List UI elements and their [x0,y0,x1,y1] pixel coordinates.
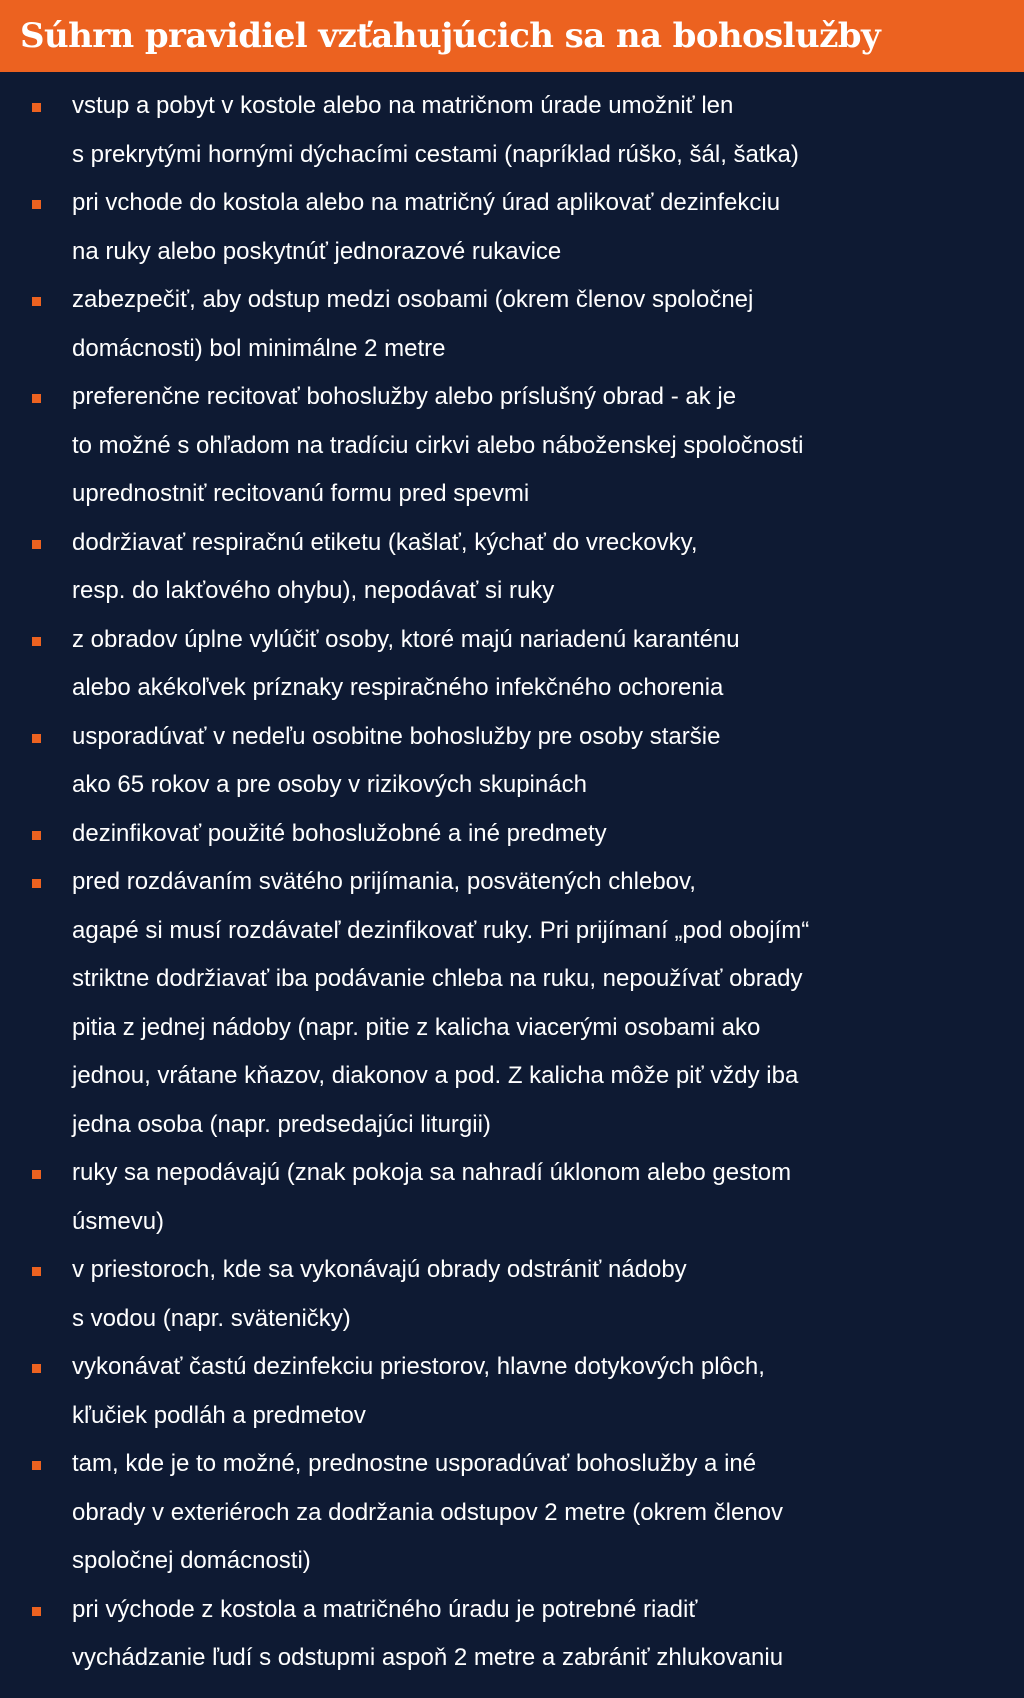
bullet-square-icon [32,297,41,306]
bullet-square-icon [32,200,41,209]
list-item [32,1343,1010,1440]
rule-text: pred rozdávaním svätého prijímania, posvätených chlebov, agapé si musí rozdávateľ dezinfikovať ruky. Pri prijímaní „pod obojím“ striktne dodržiavať iba podávanie chleba na ruku, nepoužívať obrady pitia z jednej nádoby (napr. pitie z kalicha viacerými osobami ako jednou, vrátane kňazov, diakonov a pod. Z kalicha môže piť vždy iba jedna osoba (napr. predsedajúci liturgii) [72,868,810,1138]
list-item [32,1246,1010,1343]
rule-text: vstup a pobyt v kostole alebo na matričnom úrade umožniť len s prekrytými hornými dýchacími cestami (napríklad rúško, šál, šatka) [72,92,799,168]
list-item [32,1149,1010,1246]
rule-text: usporadúvať v nedeľu osobitne bohoslužby pre osoby staršie ako 65 rokov a pre osoby v rizikových skupinách [72,722,721,798]
rule-text: dodržiavať respiračnú etiketu (kašlať, kýchať do vreckovky, resp. do lakťového ohybu), nepodávať si ruky [72,528,698,604]
list-item [32,179,1010,276]
bullet-square-icon [32,1170,41,1179]
list-item [32,810,1010,859]
bullet-square-icon [32,394,41,403]
page-title: Súhrn pravidiel vzťahujúcich sa na bohoslužby [20,16,881,56]
rule-text: v priestoroch, kde sa vykonávajú obrady odstrániť nádoby s vodou (napr. sväteničky) [72,1256,687,1332]
list-item [32,276,1010,373]
bullet-square-icon [32,540,41,549]
list-item [32,82,1010,179]
bullet-square-icon [32,879,41,888]
bullet-square-icon [32,831,41,840]
bullet-square-icon [32,1364,41,1373]
list-item [32,616,1010,713]
bullet-square-icon [32,637,41,646]
rules-list [0,72,1024,1683]
rule-text: dezinfikovať použité bohoslužobné a iné predmety [72,819,607,847]
rule-text: tam, kde je to možné, prednostne usporadúvať bohoslužby a iné obrady v exteriéroch za dodržania odstupov 2 metre (okrem členov spoločnej domácnosti) [72,1450,784,1574]
rule-text: vykonávať častú dezinfekciu priestorov, hlavne dotykových plôch, kľučiek podláh a predmetov [72,1353,765,1429]
list-item [32,1586,1010,1683]
list-item [32,858,1010,1149]
bullet-square-icon [32,734,41,743]
list-item [32,373,1010,519]
rule-text: pri východe z kostola a matričného úradu je potrebné riadiť vychádzanie ľudí s odstupmi aspoň 2 metre a zabrániť zhlukovaniu [72,1595,784,1671]
bullet-square-icon [32,1607,41,1616]
bullet-square-icon [32,103,41,112]
list-item [32,1440,1010,1586]
title-bar [0,0,1024,72]
list-item [32,713,1010,810]
rule-text: z obradov úplne vylúčiť osoby, ktoré majú nariadenú karanténu alebo akékoľvek príznaky respiračného infekčného ochorenia [72,625,740,701]
rule-text: pri vchode do kostola alebo na matričný úrad aplikovať dezinfekciu na ruky alebo poskytnúť jednorazové rukavice [72,189,781,265]
rule-text: zabezpečiť, aby odstup medzi osobami (okrem členov spoločnej domácnosti) bol minimálne 2 metre [72,286,754,362]
bullet-square-icon [32,1267,41,1276]
rule-text: ruky sa nepodávajú (znak pokoja sa nahradí úklonom alebo gestom úsmevu) [72,1159,792,1235]
rule-text: preferenčne recitovať bohoslužby alebo príslušný obrad - ak je to možné s ohľadom na tradíciu cirkvi alebo náboženskej spoločnosti uprednostniť recitovanú formu pred spevmi [72,383,804,507]
bullet-square-icon [32,1461,41,1470]
list-item [32,519,1010,616]
